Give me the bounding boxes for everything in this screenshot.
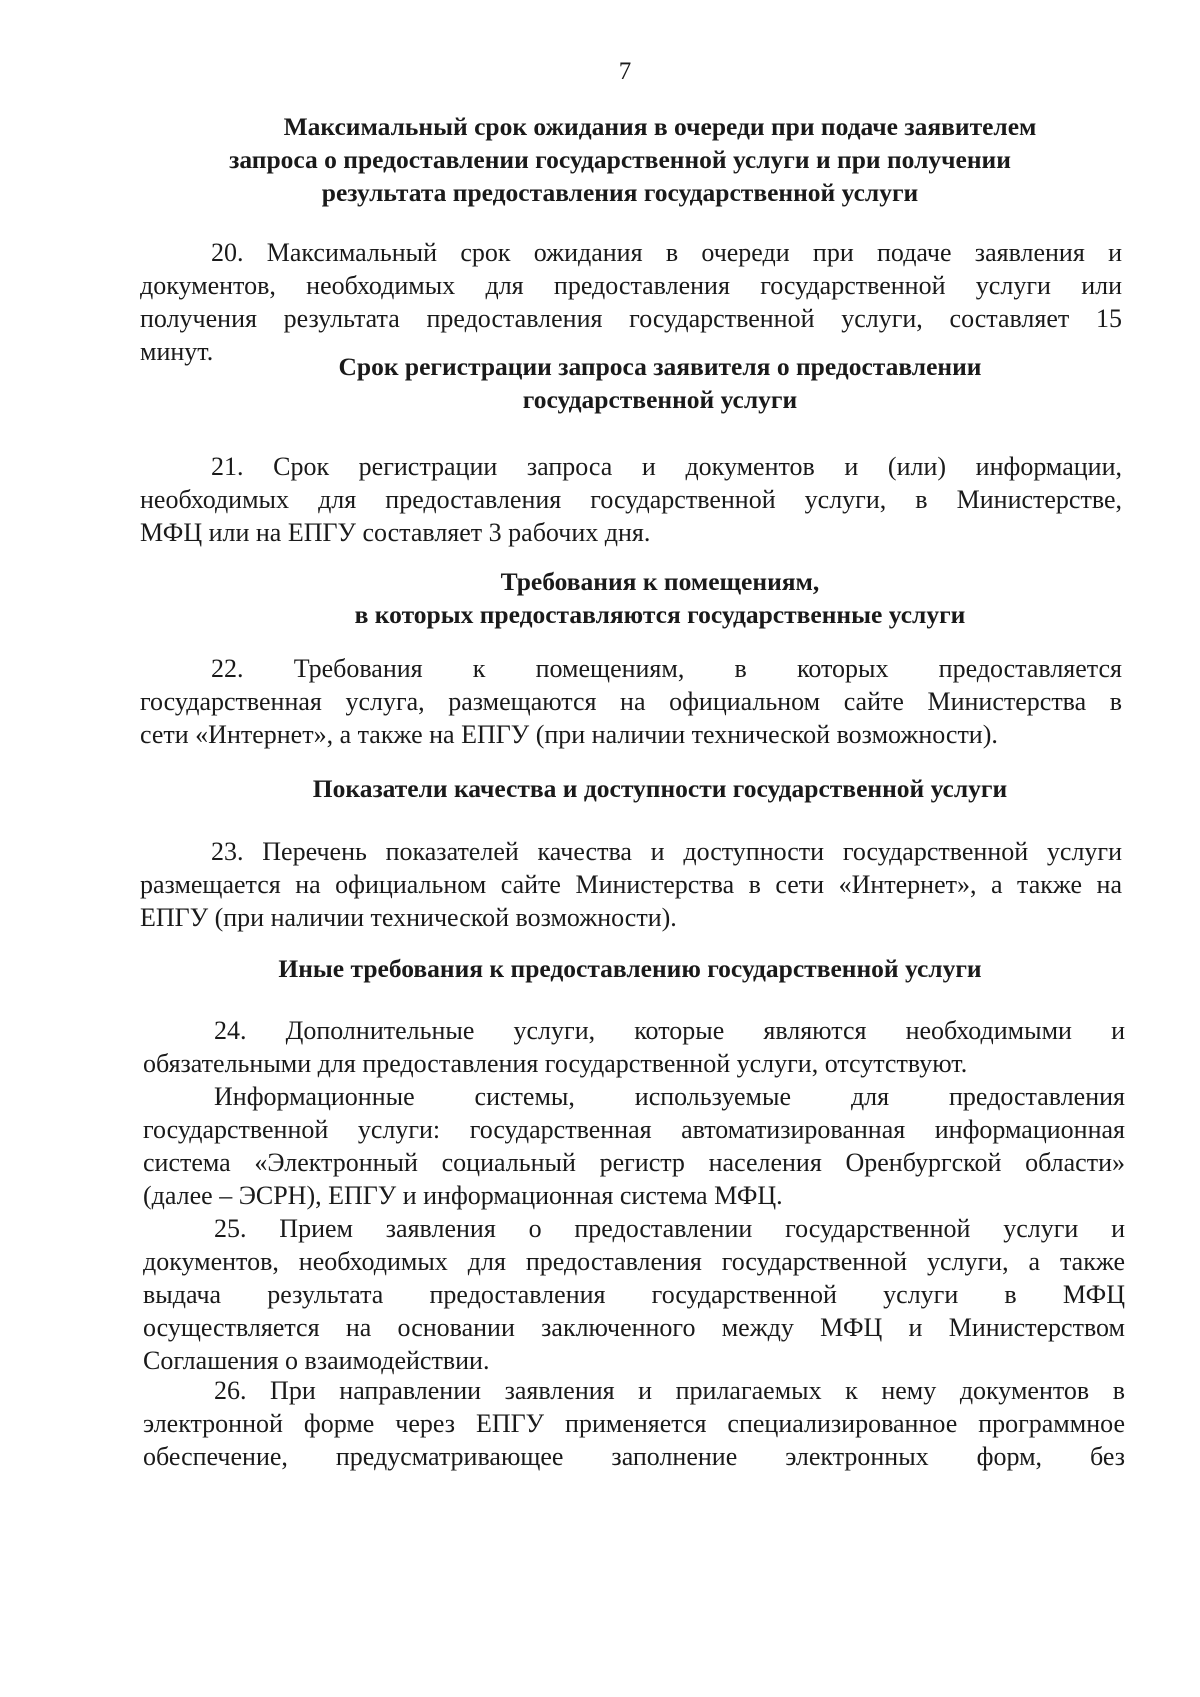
heading-line: Показатели качества и доступности государственной услуги [312,774,1008,803]
heading-line: результата предоставления государственной услуги [321,178,919,207]
paragraph-line: документов, необходимых для предоставления государственной услуги или [140,271,1122,300]
paragraph-26 [143,1374,1125,1473]
paragraph-line: 24. Дополнительные услуги, которые являются необходимыми и [214,1016,1125,1045]
paragraph-line: получения результата предоставления государственной услуги, составляет 15 [140,304,1122,333]
paragraph-line: размещается на официальном сайте Министерства в сети «Интернет», а также на [140,870,1122,899]
paragraph-line: обеспечение, предусматривающее заполнение электронных форм, без [143,1442,1125,1471]
paragraph-22 [140,652,1122,751]
heading-quality-indicators [160,772,1160,805]
heading-line: государственной услуги [522,385,798,414]
paragraph-information-systems [143,1080,1125,1212]
paragraph-24 [143,1014,1125,1080]
paragraph-25 [143,1212,1125,1377]
paragraph-line: 23. Перечень показателей качества и доступности государственной услуги [211,837,1122,866]
heading-line: Срок регистрации запроса заявителя о предоставлении [338,352,982,381]
paragraph-line: 21. Срок регистрации запроса и документов и (или) информации, [211,452,1122,481]
paragraph-line: МФЦ или на ЕПГУ составляет 3 рабочих дня. [140,518,651,547]
heading-line: Иные требования к предоставлению государственной услуги [278,954,982,983]
paragraph-line: 22. Требования к помещениям, в которых предоставляется [211,654,1122,683]
paragraph-line: выдача результата предоставления государственной услуги в МФЦ [143,1280,1125,1309]
paragraph-line: (далее – ЭСРН), ЕПГУ и информационная система МФЦ. [143,1181,783,1210]
paragraph-line: 26. При направлении заявления и прилагаемых к нему документов в [214,1376,1125,1405]
heading-line: Требования к помещениям, [500,567,820,596]
paragraph-line: Информационные системы, используемые для предоставления [214,1082,1125,1111]
heading-line: запроса о предоставлении государственной услуги и при получении [229,145,1011,174]
paragraph-line: документов, необходимых для предоставления государственной услуги, а также [143,1247,1125,1276]
paragraph-line: ЕПГУ (при наличии технической возможности). [140,903,677,932]
paragraph-line: система «Электронный социальный регистр населения Оренбургской области» [143,1148,1125,1177]
paragraph-21 [140,450,1122,549]
heading-line: в которых предоставляются государственные услуги [354,600,966,629]
heading-line: Максимальный срок ожидания в очереди при подаче заявителем [283,112,1037,141]
paragraph-line: Соглашения о взаимодействии. [143,1346,490,1375]
paragraph-line: электронной форме через ЕПГУ применяется специализированное программное [143,1409,1125,1438]
paragraph-line: сети «Интернет», а также на ЕПГУ (при наличии технической возможности). [140,720,998,749]
paragraph-line: осуществляется на основании заключенного между МФЦ и Министерством [143,1313,1125,1342]
paragraph-23 [140,835,1122,934]
paragraph-line: необходимых для предоставления государственной услуги, в Министерстве, [140,485,1122,514]
paragraph-line: государственная услуга, размещаются на официальном сайте Министерства в [140,687,1122,716]
paragraph-line: государственной услуги: государственная автоматизированная информационная [143,1115,1125,1144]
paragraph-line: 25. Прием заявления о предоставлении государственной услуги и [214,1214,1125,1243]
paragraph-line: обязательными для предоставления государственной услуги, отсутствуют. [143,1049,968,1078]
paragraph-line: 20. Максимальный срок ожидания в очереди при подаче заявления и [211,238,1122,267]
page-number: 7 [618,58,632,85]
heading-max-wait-time [120,110,1120,209]
heading-registration-term [160,350,1160,416]
heading-premises-requirements [160,565,1160,631]
paragraph-line: минут. [140,337,214,366]
heading-other-requirements [130,952,1130,985]
paragraph-20 [140,236,1122,368]
